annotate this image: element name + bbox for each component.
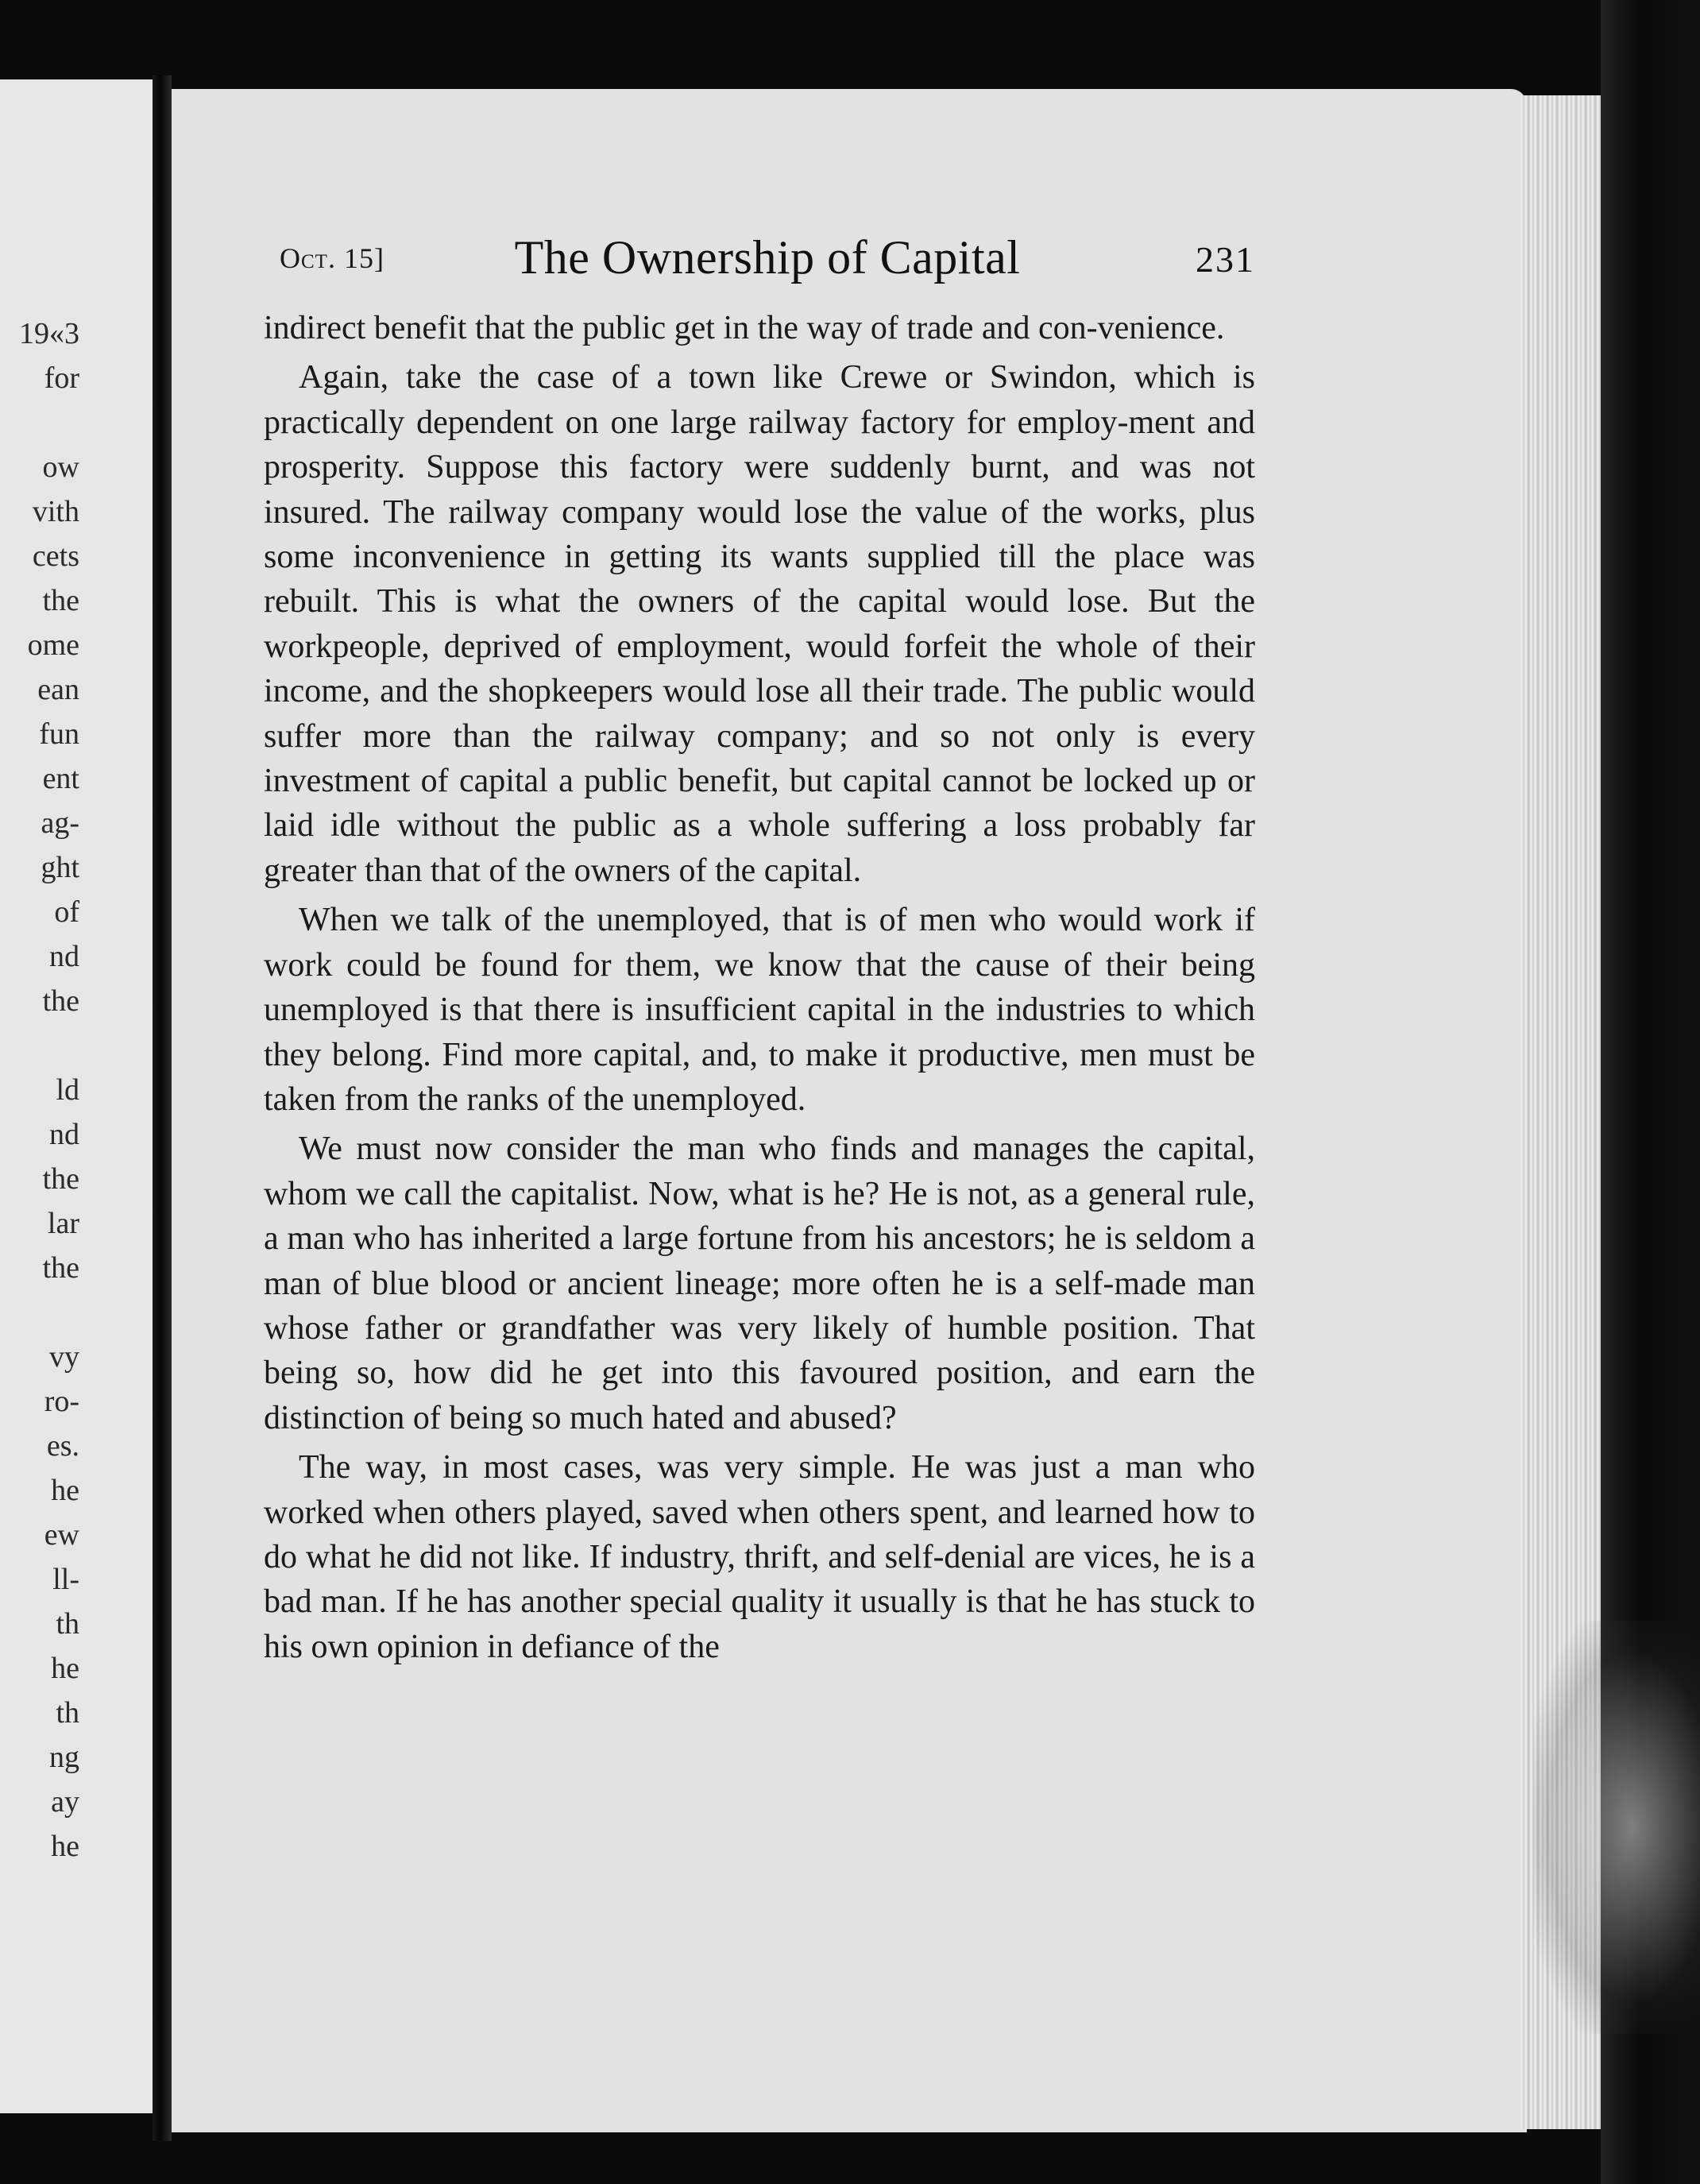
left-margin-fragment: lar [47, 1207, 79, 1240]
left-margin-fragment: vith [32, 495, 79, 528]
left-margin-fragment: ght [41, 851, 79, 884]
left-margin-fragment: the [42, 584, 79, 617]
paragraph: indirect benefit that the public get in the way of trade and con-venience. [264, 310, 1225, 346]
left-margin-fragment: ng [49, 1741, 79, 1774]
left-page [0, 79, 157, 2113]
left-margin-fragment: ro- [44, 1385, 79, 1418]
left-margin-fragment: the [42, 984, 79, 1018]
left-margin-fragment: he [51, 1474, 79, 1507]
book-gutter [153, 75, 172, 2141]
left-margin-fragment: th [56, 1607, 79, 1641]
page-title: The Ownership of Capital [514, 231, 1021, 284]
left-page-margin-text [0, 311, 79, 1869]
running-head [280, 230, 1255, 294]
paragraph: Again, take the case of a town like Crewe or Swindon, which is practically dependent on one large railway factory for employ-ment and prosperity. Suppose this factory were suddenly burnt, and was not insured. The railway company would lose the value of the works, plus some inconvenience in getting its wants supplied till the place was rebuilt. This is what the owners of the capital would lose. But the workpeople, deprived of employment, would forfeit the whole of their income, and the shopkeepers would lose all their trade. The public would suffer more than the railway company; and so not only is every investment of capital a public benefit, but capital cannot be locked up or laid idle without the public as a whole suffering a loss probably far greater than that of the owners of the capital. [264, 359, 1255, 889]
left-margin-fragment [0, 400, 79, 445]
left-margin-fragment: ome [27, 628, 79, 662]
left-margin-fragment: cets [32, 539, 79, 573]
left-margin-fragment: es. [46, 1429, 79, 1463]
page-number: 231 [1196, 239, 1255, 280]
left-margin-fragment: ll- [52, 1563, 79, 1596]
left-margin-fragment: th [56, 1696, 79, 1730]
left-margin-fragment: ean [37, 673, 79, 706]
left-margin-fragment [0, 1023, 79, 1068]
left-margin-fragment: of [54, 895, 79, 929]
left-margin-fragment: fun [39, 717, 79, 751]
left-margin-fragment: ent [42, 762, 79, 795]
left-margin-fragment [0, 1290, 79, 1335]
left-margin-fragment: ow [42, 450, 79, 484]
left-margin-fragment: ag- [41, 806, 79, 840]
left-margin-fragment: ew [44, 1518, 79, 1552]
left-margin-fragment: the [42, 1251, 79, 1285]
left-margin-fragment: for [44, 361, 79, 395]
left-margin-fragment: he [51, 1830, 79, 1863]
left-margin-fragment: ld [56, 1073, 79, 1107]
paragraph: The way, in most cases, was very simple. He was just a man who worked when others played, saved when others spent, and learned how to do what he did not like. If industry, thrift, and self-denial are vices, he is a bad man. If he has another special quality it usually is that he has stuck to his own opinion in defiance of the [264, 1449, 1255, 1665]
left-margin-fragment: nd [49, 1118, 79, 1151]
paragraph: When we talk of the unemployed, that is of men who would work if work could be found for them, we know that the cause of their being unemployed is that there is insufficient capital in the industries to which they belong. Find more capital, and, to make it productive, men must be taken from the ranks of the unemployed. [264, 902, 1255, 1118]
left-margin-fragment: ay [51, 1785, 79, 1819]
header-date: Oct. 15] [280, 242, 384, 274]
left-margin-fragment: nd [49, 940, 79, 973]
body-text [264, 306, 1255, 1759]
left-margin-fragment: vy [49, 1340, 79, 1374]
paragraph: We must now consider the man who finds and manages the capital, whom we call the capitalist. Now, what is he? He is not, as a general rule, a man who has inherited a large fortune from his ancestors; he is seldom a man of blue blood or ancient lineage; more often he is a self-made man whose father or grandfather was very likely of humble position. That being so, how did he get into this favoured position, and earn the distinction of being so much hated and abused? [264, 1131, 1255, 1436]
left-margin-fragment: 19«3 [19, 317, 79, 350]
left-margin-fragment: he [51, 1652, 79, 1685]
left-margin-fragment: the [42, 1162, 79, 1196]
blurred-thumb [1533, 1621, 1700, 2034]
